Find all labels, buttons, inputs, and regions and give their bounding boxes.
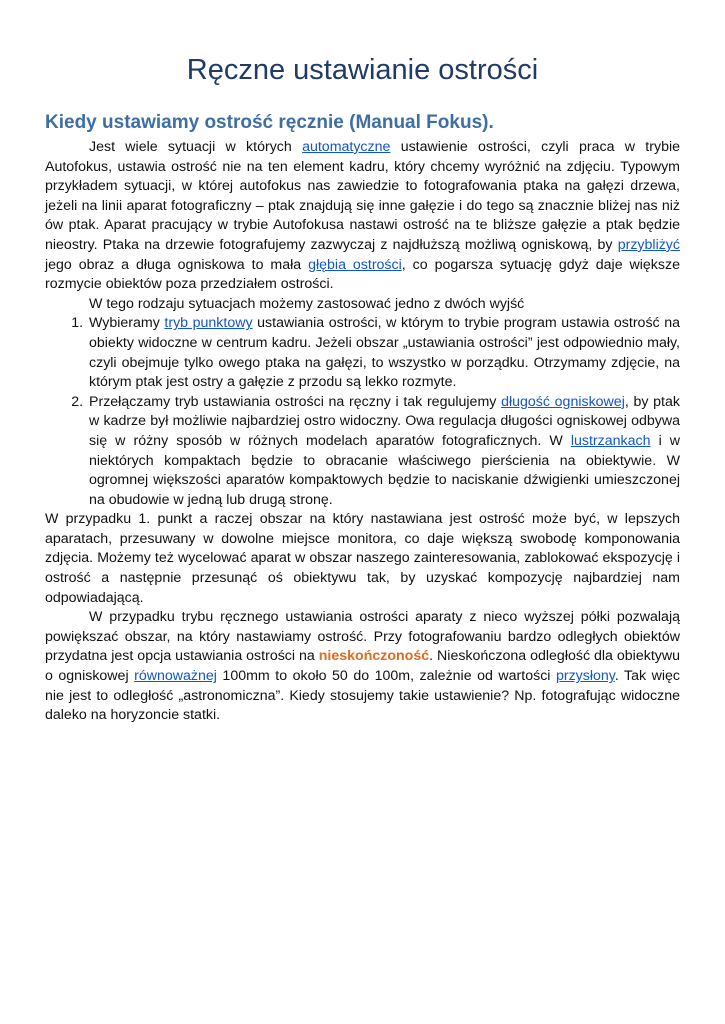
link-rownowaznej[interactable]: równoważnej [134, 668, 217, 685]
link-przyblizyc[interactable]: przybliżyć [617, 236, 680, 253]
paragraph-text: . Tak więc nie jest to odległość „astronomiczna”. Kiedy stosujemy takie ustawienie? Np. fotografując widoczne daleko na horyzoncie statki. [45, 668, 680, 724]
link-glebia-ostrosci[interactable]: głębia ostrości [308, 256, 402, 273]
paragraph-text: jego obraz a długa ogniskowa to mała [45, 256, 309, 273]
list-text: , by ptak w kadrze był możliwie najbardziej ostro widoczny. Owa regulacja długości ogniskowej odbywa się w różny sposób w różnych modelach aparatów fotograficznych. W [89, 393, 680, 449]
link-przyslony[interactable]: przysłony [555, 668, 615, 685]
paragraph-text: W przypadku trybu ręcznego ustawiania ostrości aparaty z nieco wyższej półki pozwalają powiększać obszar, na który nastawiamy ostrość. Przy fotografowaniu bardzo odległych obiektów przydatna jest opcja ustawiania ostrości na [45, 609, 680, 665]
list-text: Przełączamy tryb ustawiania ostrości na ręczny i tak regulujemy [89, 393, 502, 410]
list-item [87, 393, 680, 511]
paragraph-point-one: W przypadku 1. punkt a raczej obszar na który nastawiana jest ostrość może być, w lepszych aparatach, przesuwany w dowolne miejsce monitora, co daje większą swobodę komponowania zdjęcia. Możemy też wycelować aparat w obszar naszego zainteresowania, zablokować ekspozycję i ostrość a następnie przesunąć oś obiektywu tak, by uzyskać kompozycję najbardziej nam odpowiadającą. [45, 511, 680, 606]
page-title: Ręczne ustawianie ostrości [186, 54, 539, 86]
highlight-nieskonczonosc: nieskończoność [318, 648, 430, 665]
list-text: i w niektórych kompaktach będzie to obracanie właściwego pierścienia na obiektywie. W ogromnej większości aparatów kompaktowych będzie to naciskanie dźwigienki umieszczonej na obudowie w jedną lub drugą stronę. [89, 432, 681, 508]
paragraph-text: . Nieskończona odległość dla obiektywu o ogniskowej [45, 648, 680, 685]
list-text: Wybieramy [89, 315, 165, 332]
paragraph-options-intro: W tego rodzaju sytuacjach możemy zastosować jedno z dwóch wyjść [89, 295, 525, 312]
paragraph-intro [45, 138, 680, 295]
section-heading: Kiedy ustawiamy ostrość ręcznie (Manual Fokus). [45, 112, 494, 133]
link-lustrzankach[interactable]: lustrzankach [570, 432, 651, 449]
link-automatyczne[interactable]: automatyczne [302, 139, 391, 155]
list-item [87, 314, 680, 392]
list-text: ustawiania ostrości, w którym to trybie program ustawia ostrość na obiekty widoczne w centrum kadru. Jeżeli obszar „ustawiania ostrości” jest odpowiednio mały, czyli obejmuje tylko owego ptaka na gałęzi, to wszystko w porządku. Otrzymamy zdjęcie, na którym ptak jest ostry a gałęzie z przodu są lekko rozmyte. [89, 315, 680, 391]
link-tryb-punktowy[interactable]: tryb punktowy [164, 315, 253, 332]
paragraph-text: Jest wiele sytuacji w których [89, 139, 303, 155]
link-dlugosc-ogniskowej[interactable]: długość ogniskowej [501, 393, 625, 410]
paragraph-manual-mode [45, 608, 680, 726]
paragraph-text: , co pogarsza sytuację gdyż daje większe rozmycie obiektów poza przedziałem ostrości. [45, 256, 680, 293]
paragraph-text: 100mm to około 50 do 100m, zależnie od wartości [216, 668, 556, 685]
options-list [45, 314, 680, 510]
paragraph-text: ustawienie ostrości, czyli praca w trybie Autofokus, ustawia ostrość nie na ten element kadru, który chcemy wyróżnić na zdjęciu. Typowym przykładem sytuacji, w której autofokus nas zawiedzie to fotografowania ptaka na gałęzi drzewa, jeżeli na linii aparat fotograficzny – ptak znajdują się inne gałęzie i do tego są znacznie bliżej nas niż ów ptak. Aparat pracujący w trybie Autofokusa nastawi ostrość na te bliższe gałęzie a ptak będzie nieostry. Ptaka na drzewie fotografujemy zazwyczaj z najdłuższą możliwą ogniskową, by [45, 139, 681, 253]
